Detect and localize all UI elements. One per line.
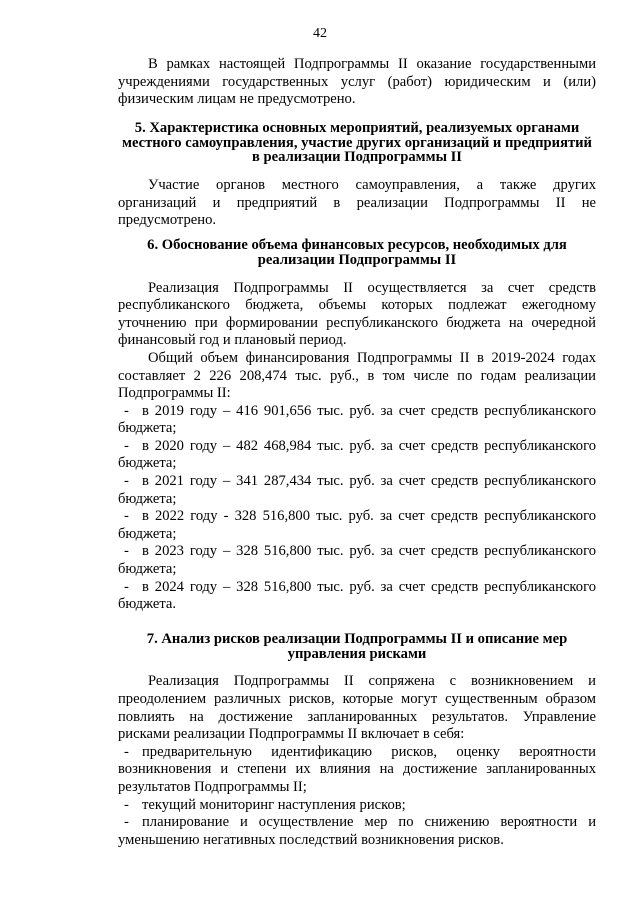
funding-item-text: в 2019 году – 416 901,656 тыс. руб. за счет средств республиканского бюджета; (118, 402, 596, 437)
risk-item-planning (118, 814, 596, 849)
section-5-paragraph: Участие органов местного самоуправления, а также других организаций и предприятий в реализации Подпрограммы II не предусмотрено. (118, 177, 596, 229)
list-dash: - (124, 402, 129, 419)
funding-item-text: в 2022 году - 328 516,800 тыс. руб. за счет средств республиканского бюджета; (118, 508, 596, 542)
funding-item-2024 (118, 579, 596, 614)
risk-item-text: предварительную идентификацию рисков, оценку вероятности возникновения и степени их влияния на достижение запланированных результатов Подпрограммы II; (118, 743, 596, 795)
list-dash: - (124, 743, 129, 760)
list-dash: - (124, 814, 129, 831)
funding-item-text: в 2023 году – 328 516,800 тыс. руб. за счет средств республиканского бюджета; (118, 543, 596, 578)
list-dash: - (124, 543, 129, 560)
list-dash: - (124, 437, 129, 454)
funding-item-2019 (118, 403, 596, 438)
page-number: 42 (313, 26, 327, 41)
funding-item-2022 (118, 508, 596, 543)
page-content (118, 56, 596, 849)
section-7-heading: 7. Анализ рисков реализации Подпрограммы II и описание мер управления рисками (146, 630, 568, 662)
list-dash: - (124, 578, 129, 595)
funding-item-2023 (118, 543, 596, 578)
funding-item-text: в 2024 году – 328 516,800 тыс. руб. за счет средств республиканского бюджета. (118, 578, 596, 613)
funding-item-text: в 2020 году – 482 468,984 тыс. руб. за счет средств республиканского бюджета; (118, 437, 596, 472)
section-6-paragraph-1: Реализация Подпрограммы II осуществляется за счет средств республиканского бюджета, объемы которых подлежат ежегодному уточнению при формировании республиканского бюджета на очередной финансовый год и плановый период. (118, 279, 596, 349)
list-dash: - (124, 508, 129, 525)
risk-item-identification (118, 744, 596, 797)
funding-item-2021 (118, 473, 596, 508)
section-5-heading: 5. Характеристика основных мероприятий, реализуемых органами местного самоуправления, участие других организаций и предприятий в реализации Подпрограммы II (122, 119, 592, 166)
list-dash: - (124, 796, 129, 813)
risk-item-text: текущий мониторинг наступления рисков; (142, 796, 406, 813)
funding-item-2020 (118, 438, 596, 473)
intro-paragraph: В рамках настоящей Подпрограммы II оказание государственными учреждениями государственных услуг (работ) юридическим и (или) физическим лицам не предусмотрено. (118, 56, 596, 108)
list-dash: - (124, 473, 129, 490)
risk-item-monitoring (118, 797, 596, 815)
funding-item-text: в 2021 году – 341 287,434 тыс. руб. за счет средств республиканского бюджета; (118, 473, 596, 507)
section-7-paragraph: Реализация Подпрограммы II сопряжена с возникновением и преодолением различных рисков, которые могут существенным образом повлиять на достижение запланированных результатов. Управление рисками реализации Подпрограммы II включает в себя: (118, 673, 596, 743)
section-6-heading: 6. Обоснование объема финансовых ресурсов, необходимых для реализации Подпрограммы II (147, 236, 567, 268)
section-6-paragraph-2: Общий объем финансирования Подпрограммы II в 2019-2024 годах составляет 2 226 208,474 тыс. руб., в том числе по годам реализации Подпрограммы II: (118, 349, 596, 402)
risk-item-text: планирование и осуществление мер по снижению вероятности и уменьшению негативных последствий возникновения рисков. (118, 814, 596, 848)
